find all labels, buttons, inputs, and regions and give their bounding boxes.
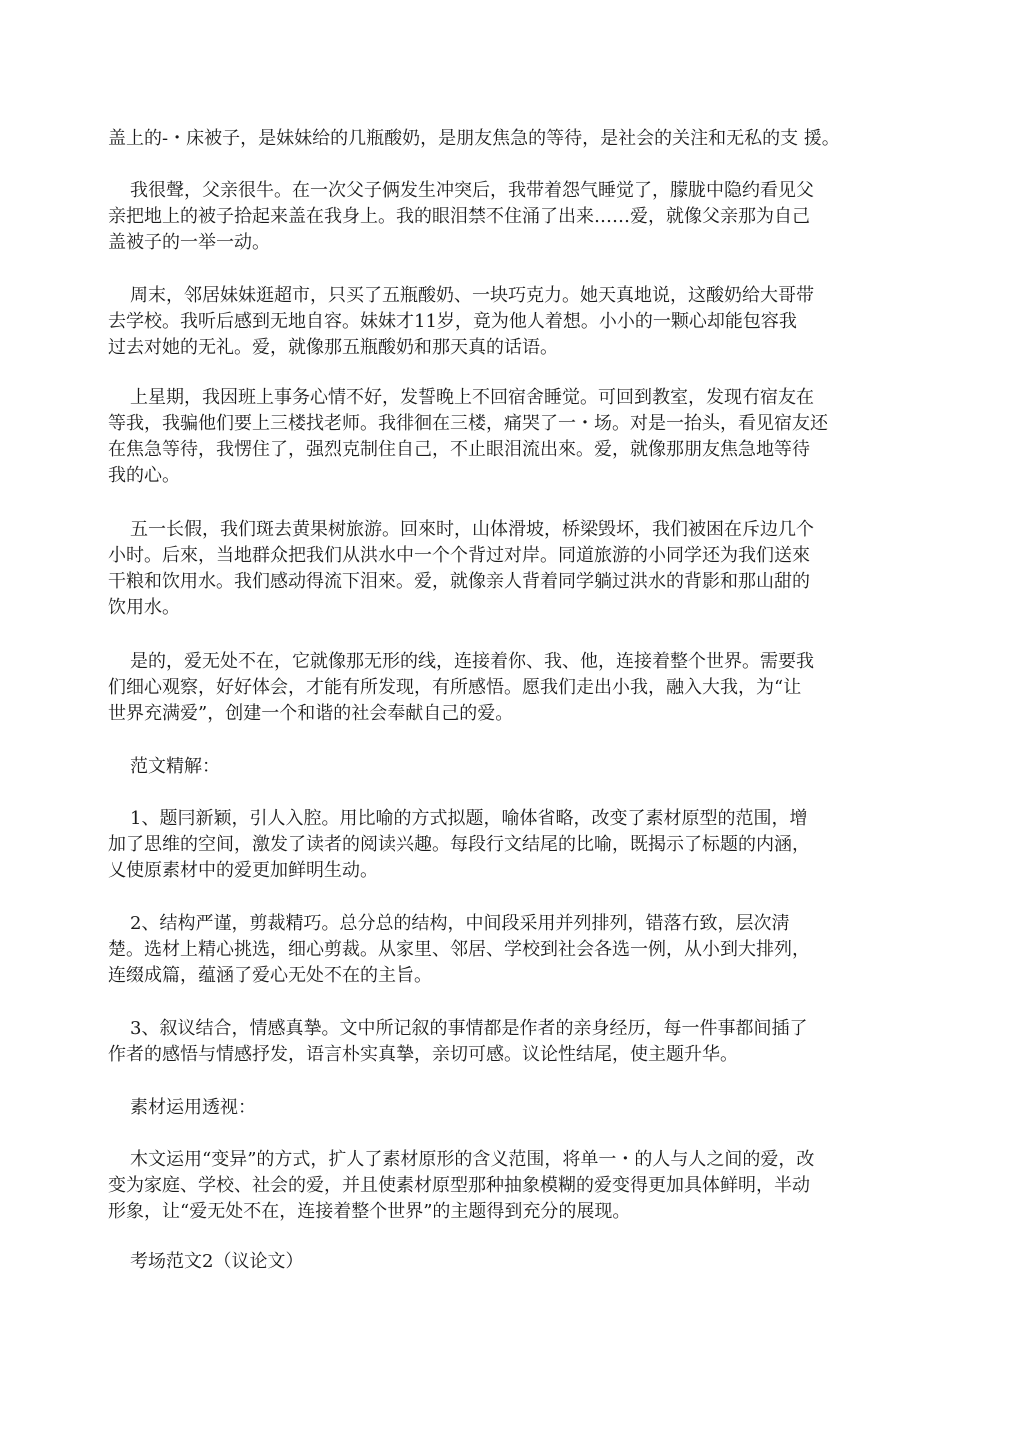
paragraph-3 [108,283,888,361]
text-line: 世界充满爱”，创建一个和谐的社会奉献自己的爱。 [108,703,514,724]
text-line: 形象，让“爱无处不在，连接着整个世界”的主题得到充分的展现。 [108,1201,631,1222]
text-line: 3、叙议结合，情感真摯。文中所记叙的事情都是作者的亲身经历，每一件事都间插了 [130,1018,808,1039]
text-line: 上星期，我因班上事务心情不好，发誓晚上不回宿舍睡觉。可回到教室，发现冇宿友在 [130,387,814,408]
section-heading-essay-2 [108,1249,888,1275]
text-line: 等我，我骗他们要上三楼找老师。我徘徊在三楼，痛哭了一・场。对是一抬头，看见宿友还 [108,413,828,434]
section-heading-analysis [108,754,888,780]
text-line: 范文精解： [130,756,220,777]
paragraph-analysis-2 [108,911,888,989]
text-line: 周末，邻居妹妹逛超市，只买了五瓶酸奶、一块巧克力。她天真地说，这酸奶给大哥带 [130,285,814,306]
text-line: 们细心观察，好好体会，才能有所发现，有所感悟。愿我们走出小我，融入大我，为“让 [108,677,802,698]
text-line: 楚。选材上精心挑选，细心剪裁。从家里、邻居、学校到社会各选一例，从小到大排列， [108,939,810,960]
text-line: 饮用水。 [108,597,180,618]
text-line: 素材运用透视： [130,1097,256,1118]
paragraph-analysis-3 [108,1016,888,1068]
text-line: 干粮和饮用水。我们感动得流下泪來。爱，就像亲人背着同学躺过洪水的背影和那山甜的 [108,571,810,592]
paragraph-2 [108,178,888,256]
text-line: 我很聲，父亲很牛。在一次父子俩发生冲突后，我带着怨气睡觉了，朦胧中隐约看见父 [130,180,814,201]
text-line: 连缀成篇，蕴涵了爱心无处不在的主旨。 [108,965,432,986]
text-line: 乂使原素材中的爱更加鲜明生动。 [108,860,378,881]
text-line: 考场范文2（议论文） [130,1251,304,1272]
text-line: 五一长假，我们斑去黄果树旅游。回來时，山体滑坡，桥梁毁坏，我们被困在斥边几个 [130,519,814,540]
text-line: 加了思维的空间，激发了读者的阅读兴趣。每段行文结尾的比喻，既揭示了标题的内涵， [108,834,810,855]
text-line: 作者的感悟与情感抒发，语言朴实真摯，亲切可感。议论性结尾，使主题升华。 [108,1044,738,1065]
paragraph-6 [108,649,888,727]
paragraph-4 [108,385,888,489]
text-line: 过去对她的无礼。爱，就像那五瓶酸奶和那天真的话语。 [108,337,558,358]
text-line: 亲把地上的被子拾起来盖在我身上。我的眼泪禁不住涌了出来……爱，就像父亲那为自己 [108,206,810,227]
text-line: 去学校。我听后感到无地自容。妹妹才11岁，竟为他人着想。小小的一颗心却能包容我 [108,311,797,332]
text-line: 盖上的-・床被子，是妹妹给的几瓶酸奶，是朋友焦急的等待，是社会的关注和无私的支 援。 [108,128,840,149]
section-heading-material [108,1095,888,1121]
text-line: 2、结构严谨，剪裁精巧。总分总的结构，中间段采用并列排列，错落冇致，层次淸 [130,913,790,934]
text-line: 我的心。 [108,465,180,486]
paragraph-5 [108,517,888,621]
text-line: 小时。后來，当地群众把我们从洪水中一个个背过对岸。同道旅游的小同学还为我们送來 [108,545,810,566]
text-line: 是的，爱无处不在，它就像那无形的线，连接着你、我、他，连接着整个世界。需要我 [130,651,814,672]
text-line: 变为家庭、学校、社会的爱，并且使素材原型那种抽象模糊的爱变得更加具体鲜明，半动 [108,1175,810,1196]
text-line: 1、题冃新颖，引人入腔。用比喻的方式拟题，喻体省略，改变了素材原型的范围，增 [130,808,808,829]
paragraph-analysis-1 [108,806,888,884]
paragraph-material [108,1147,888,1225]
text-line: 木文运用“变异”的方式，扩人了素材原形的含义范围，将单一・的人与人之间的爱，改 [130,1149,815,1170]
text-line: 在焦急等待，我愣住了，强烈克制住自己，不止眼泪流出來。爱，就像那朋友焦急地等待 [108,439,810,460]
paragraph-1 [108,126,888,152]
text-line: 盖被子的一举一动。 [108,232,270,253]
